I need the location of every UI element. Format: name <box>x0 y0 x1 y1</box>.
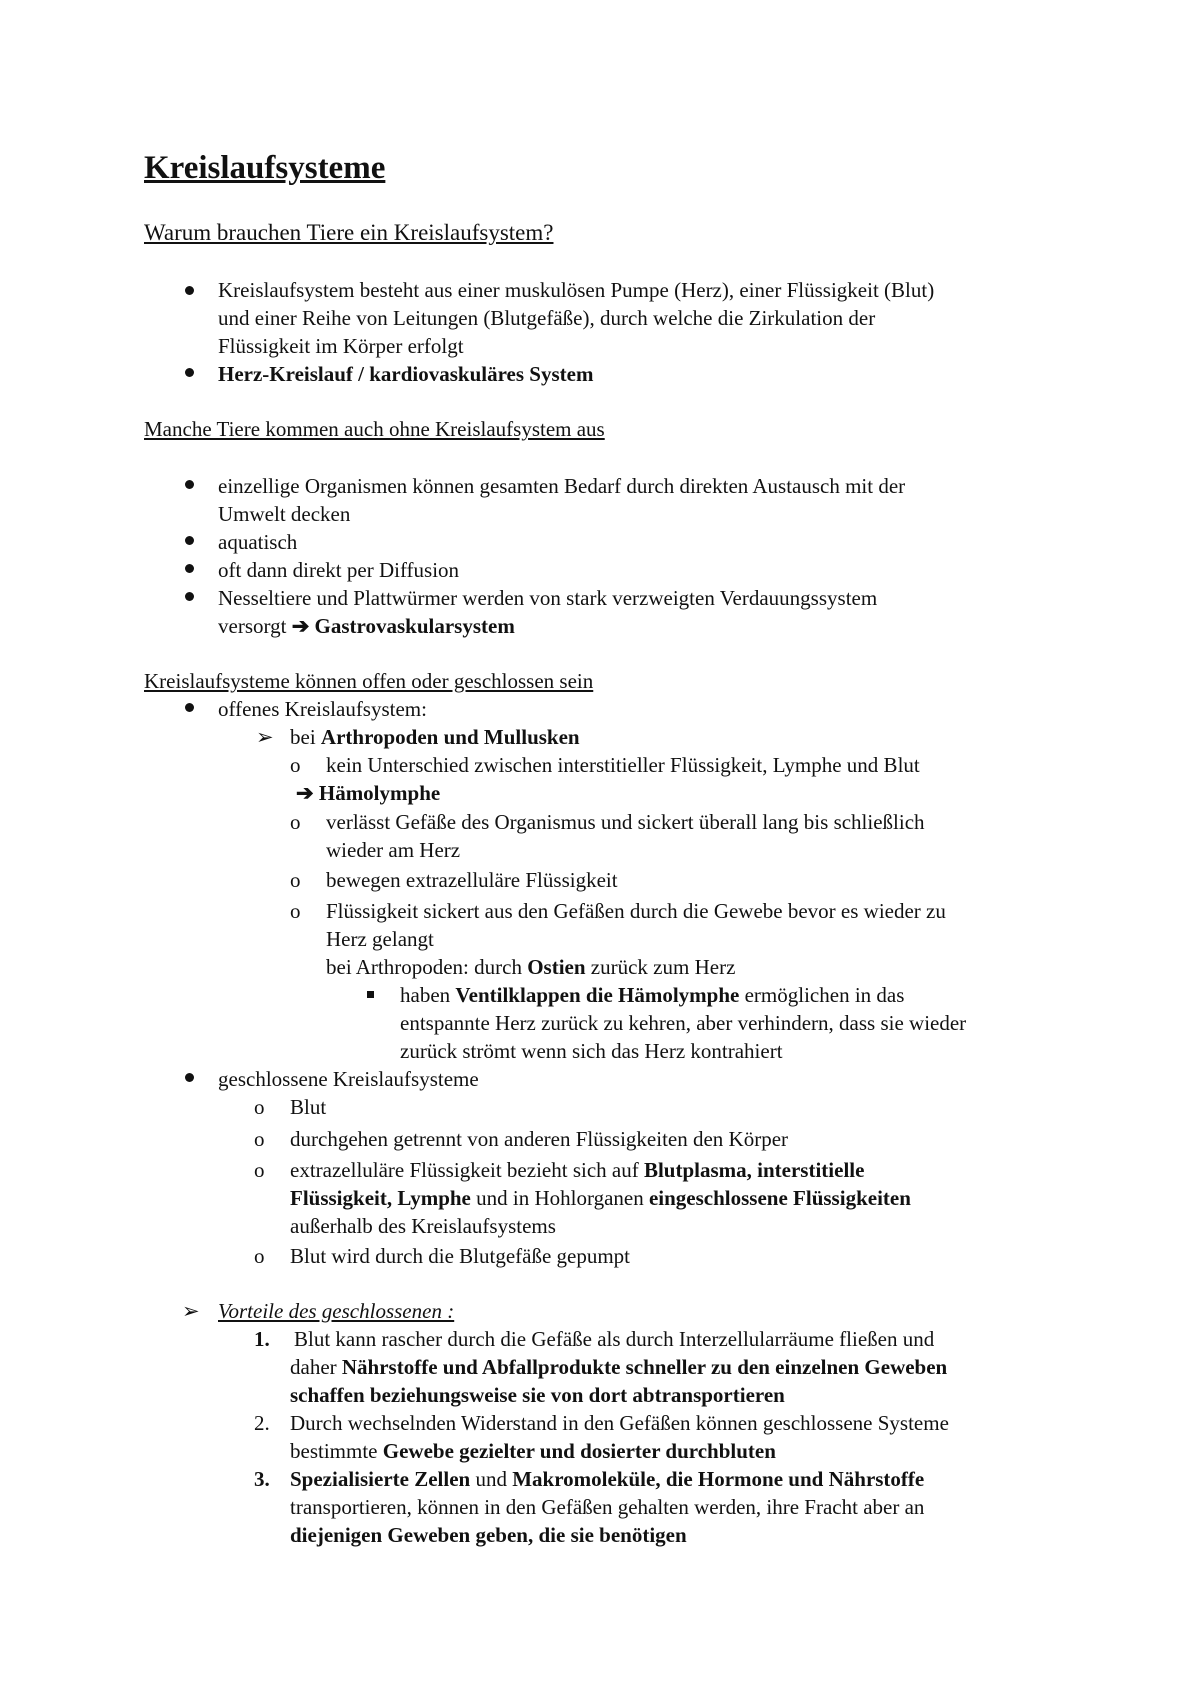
text-line: kein Unterschied zwischen interstitieller Flüssigkeit, Lymphe und Blut <box>326 753 920 777</box>
section-title-offen-geschlossen: Kreislaufsysteme können offen oder geschlossen sein <box>144 669 594 693</box>
text-line: Flüssigkeit im Körper erfolgt <box>218 334 464 358</box>
text-line: Flüssigkeit sickert aus den Gefäßen durch die Gewebe bevor es wieder zu <box>326 899 946 923</box>
text-line <box>290 1521 687 1549</box>
text-line <box>296 779 440 807</box>
text-line: außerhalb des Kreislaufsystems <box>290 1214 556 1238</box>
list-number <box>254 1465 270 1493</box>
bold-text: Ventilklappen die Hämolymphe <box>455 983 740 1007</box>
text-line <box>218 612 515 640</box>
bold-text: Nährstoffe und Abfallprodukte schneller zu den einzelnen Geweben <box>341 1355 948 1379</box>
bullet-dot <box>185 480 194 489</box>
text-line <box>290 1381 785 1409</box>
text-line: transportieren, können in den Gefäßen gehalten werden, ihre Fracht aber an <box>290 1495 925 1519</box>
text-span: und <box>475 1467 507 1491</box>
bold-text: Gastrovaskularsystem <box>314 614 515 638</box>
text-line: zurück strömt wenn sich das Herz kontrahiert <box>400 1039 783 1063</box>
section-title-ohne: Manche Tiere kommen auch ohne Kreislaufsystem aus <box>144 417 605 441</box>
text-line: und einer Reihe von Leitungen (Blutgefäße), durch welche die Zirkulation der <box>218 306 876 330</box>
bold-text: 3. <box>254 1467 270 1491</box>
arrowhead-bullet-icon: ➢ <box>256 725 274 749</box>
bold-text: Arthropoden und Mullusken <box>320 725 580 749</box>
circle-bullet: o <box>290 810 301 834</box>
text-line <box>400 981 904 1009</box>
text-line: geschlossene Kreislaufsysteme <box>218 1067 479 1091</box>
bold-text: Makromoleküle, die Hormone und Nährstoffe <box>512 1467 925 1491</box>
text-span: bei <box>290 725 316 749</box>
text-line: Blut kann rascher durch die Gefäße als durch Interzellularräume fließen und <box>294 1327 935 1351</box>
text-line: Umwelt decken <box>218 502 351 526</box>
arrowhead-bullet-icon: ➢ <box>182 1299 200 1323</box>
bullet-dot <box>185 1073 194 1082</box>
circle-bullet: o <box>290 868 301 892</box>
bullet-dot <box>185 592 194 601</box>
text-span: zurück zum Herz <box>590 955 736 979</box>
bold-text: Flüssigkeit, Lymphe <box>290 1186 471 1210</box>
bullet-dot <box>185 703 194 712</box>
square-bullet <box>367 991 374 998</box>
text-line: offenes Kreislaufsystem: <box>218 697 427 721</box>
bullet-dot <box>185 564 194 573</box>
text-line: durchgehen getrennt von anderen Flüssigkeiten den Körper <box>290 1127 789 1151</box>
text-line: einzellige Organismen können gesamten Bedarf durch direkten Austausch mit der <box>218 474 906 498</box>
bold-text: Hämolymphe <box>318 781 441 805</box>
bold-text: Herz-Kreislauf / kardiovaskuläres System <box>218 362 594 386</box>
text-line <box>290 1465 924 1493</box>
text-line: entspannte Herz zurück zu kehren, aber verhindern, dass sie wieder <box>400 1011 967 1035</box>
text-line: Blut wird durch die Blutgefäße gepumpt <box>290 1244 631 1268</box>
text-line <box>326 953 735 981</box>
text-span: extrazelluläre Flüssigkeit bezieht sich auf <box>290 1158 639 1182</box>
list-number <box>254 1325 270 1353</box>
circle-bullet: o <box>254 1127 265 1151</box>
document-title: Kreislaufsysteme <box>144 150 386 186</box>
arrow-right-icon: ➔ <box>291 614 310 638</box>
bold-text: 1. <box>254 1327 270 1351</box>
bold-text: Ostien <box>527 955 586 979</box>
vorteile-title: Vorteile des geschlossenen : <box>218 1299 455 1323</box>
text-line <box>290 723 580 751</box>
bullet-dot <box>185 368 194 377</box>
text-span: daher <box>290 1355 337 1379</box>
circle-bullet: o <box>290 899 301 923</box>
text-line <box>290 1437 776 1465</box>
bold-text: eingeschlossene Flüssigkeiten <box>648 1186 911 1210</box>
text-line: Kreislaufsystem besteht aus einer muskulösen Pumpe (Herz), einer Flüssigkeit (Blut) <box>218 278 935 302</box>
text-span: und in Hohlorganen <box>476 1186 644 1210</box>
bold-text: diejenigen Geweben geben, die sie benötigen <box>290 1523 687 1547</box>
text-line <box>218 360 593 388</box>
text-span: versorgt <box>218 614 287 638</box>
text-span: bei Arthropoden: durch <box>326 955 522 979</box>
circle-bullet: o <box>290 753 301 777</box>
list-number: 2. <box>254 1411 270 1435</box>
text-line: Blut <box>290 1095 327 1119</box>
text-line: wieder am Herz <box>326 838 461 862</box>
arrow-right-icon: ➔ <box>296 781 314 805</box>
bold-text: Spezialisierte Zellen <box>290 1467 471 1491</box>
circle-bullet: o <box>254 1095 265 1119</box>
text-line: oft dann direkt per Diffusion <box>218 558 460 582</box>
text-line: verlässt Gefäße des Organismus und sickert überall lang bis schließlich <box>326 810 925 834</box>
text-line <box>290 1353 947 1381</box>
bullet-dot <box>185 536 194 545</box>
text-line: Nesseltiere und Plattwürmer werden von stark verzweigten Verdauungssystem <box>218 586 878 610</box>
text-span: haben <box>400 983 451 1007</box>
circle-bullet: o <box>254 1158 265 1182</box>
text-line: aquatisch <box>218 530 298 554</box>
circle-bullet: o <box>254 1244 265 1268</box>
text-span: ermöglichen in das <box>744 983 905 1007</box>
text-line: Durch wechselnden Widerstand in den Gefäßen können geschlossene Systeme <box>290 1411 949 1435</box>
text-line: bewegen extrazelluläre Flüssigkeit <box>326 868 618 892</box>
text-span: bestimmte <box>290 1439 378 1463</box>
bullet-dot <box>185 286 194 295</box>
bold-text: Gewebe gezielter und dosierter durchbluten <box>382 1439 776 1463</box>
heading-warum: Warum brauchen Tiere ein Kreislaufsystem? <box>144 220 554 245</box>
text-line: Herz gelangt <box>326 927 434 951</box>
text-line <box>290 1184 911 1212</box>
bold-text: Blutplasma, interstitielle <box>643 1158 865 1182</box>
text-line <box>290 1156 864 1184</box>
bold-text: schaffen beziehungsweise sie von dort abtransportieren <box>290 1383 785 1407</box>
